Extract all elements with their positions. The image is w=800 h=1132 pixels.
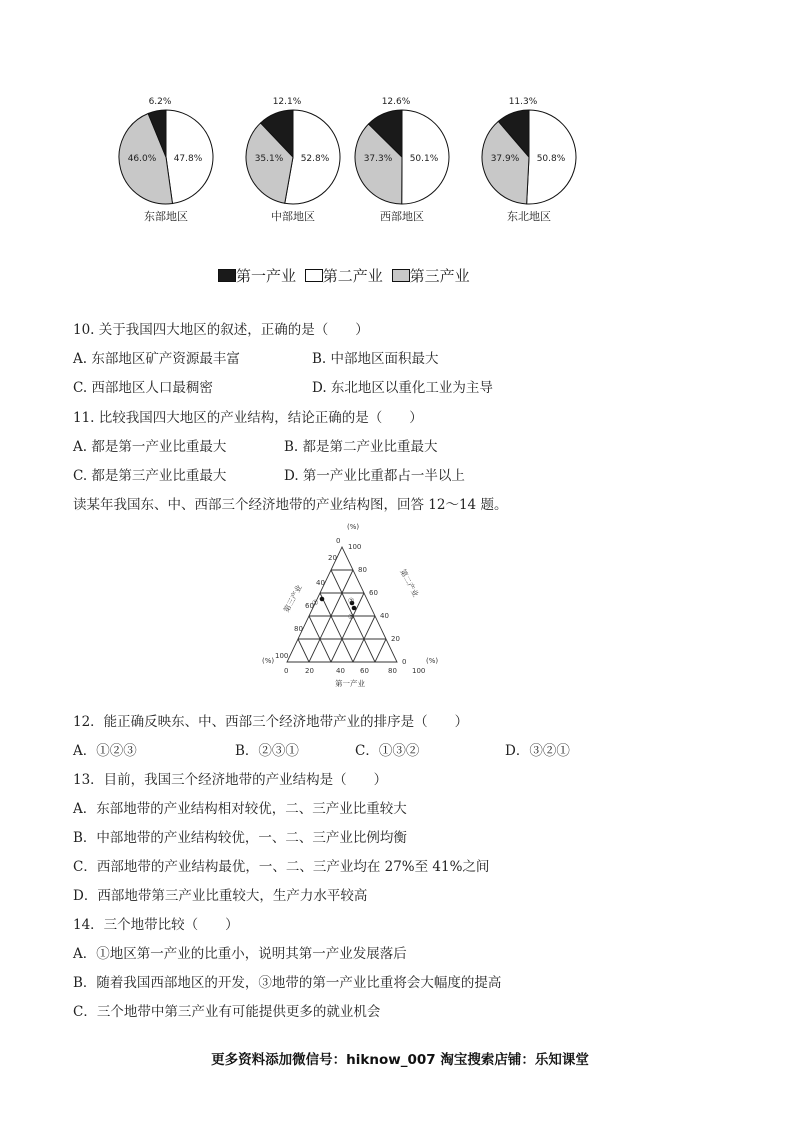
q13-option-b: B．中部地带的产业结构较优，一、二、三产业比例均衡 [73, 830, 407, 846]
right-tick-20: 20 [391, 635, 400, 643]
q13-option-d: D．西部地带第三产业比重较大，生产力水平较高 [73, 888, 368, 904]
right-tick-80: 80 [358, 566, 367, 574]
bottom-tick-100: 100 [412, 667, 426, 675]
legend-swatch-secondary [305, 269, 323, 282]
ternary-outline [287, 547, 397, 662]
q10-stem: 10. 关于我国四大地区的叙述，正确的是（ ） [73, 322, 369, 338]
bottom-tick-60: 60 [360, 667, 369, 675]
pie-2-region-name: 中部地区 [271, 210, 315, 223]
bottom-tick-40: 40 [336, 667, 345, 675]
marker-3-point [352, 606, 357, 611]
legend-label-primary: 第一产业 [236, 267, 297, 285]
left-tick-40: 40 [316, 579, 325, 587]
footer-text: 更多资料添加微信号：hiknow_007 淘宝搜索店铺：乐知课堂 [211, 1052, 589, 1068]
legend-label-secondary: 第二产业 [322, 267, 383, 285]
q12-option-c: C．①③② [355, 743, 420, 759]
pie-1-region-name: 东部地区 [144, 210, 188, 223]
q10-option-b: B. 中部地区面积最大 [312, 351, 439, 367]
q14-option-c: C．三个地带中第三产业有可能提供更多的就业机会 [73, 1004, 381, 1020]
ternary-diagram [250, 515, 450, 690]
q12-option-a: A．①②③ [73, 743, 137, 759]
q11-option-a: A. 都是第一产业比重最大 [73, 439, 227, 455]
legend-swatch-primary [218, 269, 236, 282]
q14-option-a: A．①地区第一产业的比重小，说明其第一产业发展落后 [73, 946, 407, 962]
bottom-tick-20: 20 [305, 667, 314, 675]
pie-legend [218, 265, 470, 286]
left-tick-0: 0 [336, 537, 341, 545]
intro-text: 读某年我国东、中、西部三个经济地带的产业结构图，回答 12～14 题。 [73, 497, 508, 513]
pie-4-label-tertiary: 37.9% [490, 154, 520, 164]
marker-1-point [320, 597, 325, 602]
pie-chart-group [0, 90, 800, 290]
pie-4-label-primary: 11.3% [508, 97, 538, 107]
q14-stem: 14．三个地带比较（ ） [73, 917, 239, 933]
pie-2-label-secondary: 52.8% [300, 154, 330, 164]
q12-stem: 12．能正确反映东、中、西部三个经济地带产业的排序是（ ） [73, 714, 469, 730]
marker-3-label: ③ [348, 613, 355, 621]
left-tick-20: 20 [328, 554, 337, 562]
bottom-axis-label: 第一产业 [335, 679, 365, 688]
right-tick-60: 60 [369, 589, 378, 597]
pie-3-region-name: 西部地区 [380, 210, 424, 223]
q10-option-d: D. 东北地区以重化工业为主导 [312, 380, 493, 396]
q11-option-c: C. 都是第三产业比重最大 [73, 468, 227, 484]
q14-option-b: B．随着我国西部地区的开发，③地带的第一产业比重将会大幅度的提高 [73, 975, 502, 991]
left-tick-60: 60 [305, 602, 314, 610]
pie-1-label-secondary: 47.8% [173, 154, 203, 164]
left-tick-100: 100 [275, 652, 289, 660]
left-tick-80: 80 [294, 625, 303, 633]
q11-option-b: B. 都是第二产业比重最大 [284, 439, 438, 455]
pie-1-label-primary: 6.2% [148, 97, 172, 107]
q10-option-a: A. 东部地区矿产资源最丰富 [73, 351, 240, 367]
percent-left: (%) [262, 657, 275, 665]
legend-label-tertiary: 第三产业 [409, 267, 470, 285]
right-tick-100: 100 [348, 543, 362, 551]
pie-4-region-name: 东北地区 [507, 210, 551, 223]
q12-option-d: D．③②① [505, 743, 570, 759]
right-axis-label: 第二产业 [398, 567, 421, 599]
bottom-tick-0: 0 [284, 667, 289, 675]
bottom-tick-80: 80 [388, 667, 397, 675]
q11-stem: 11. 比较我国四大地区的产业结构，结论正确的是（ ） [73, 410, 423, 426]
percent-top: (%) [347, 523, 360, 531]
pie-4-label-secondary: 50.8% [536, 154, 566, 164]
q13-option-c: C．西部地带的产业结构最优，一、二、三产业均在 27%至 41%之间 [73, 859, 490, 875]
marker-1-label: ① [312, 599, 319, 607]
q13-stem: 13．目前，我国三个经济地带的产业结构是（ ） [73, 772, 388, 788]
q10-option-c: C. 西部地区人口最稠密 [73, 380, 213, 396]
right-tick-0: 0 [402, 658, 407, 666]
q12-option-b: B．②③① [235, 743, 299, 759]
pie-2-label-tertiary: 35.1% [254, 154, 284, 164]
q11-option-d: D. 第一产业比重都占一半以上 [284, 468, 465, 484]
legend-swatch-tertiary [392, 269, 410, 282]
pie-3-label-secondary: 50.1% [409, 154, 439, 164]
marker-2-label: ② [348, 597, 355, 605]
pie-1-label-tertiary: 46.0% [127, 154, 157, 164]
pie-3-label-primary: 12.6% [381, 97, 411, 107]
percent-right: (%) [426, 657, 439, 665]
right-tick-40: 40 [380, 612, 389, 620]
left-axis-label: 第三产业 [281, 583, 304, 614]
pie-3-label-tertiary: 37.3% [363, 154, 393, 164]
q13-option-a: A．东部地带的产业结构相对较优，二、三产业比重较大 [73, 801, 407, 817]
pie-2-label-primary: 12.1% [272, 97, 302, 107]
